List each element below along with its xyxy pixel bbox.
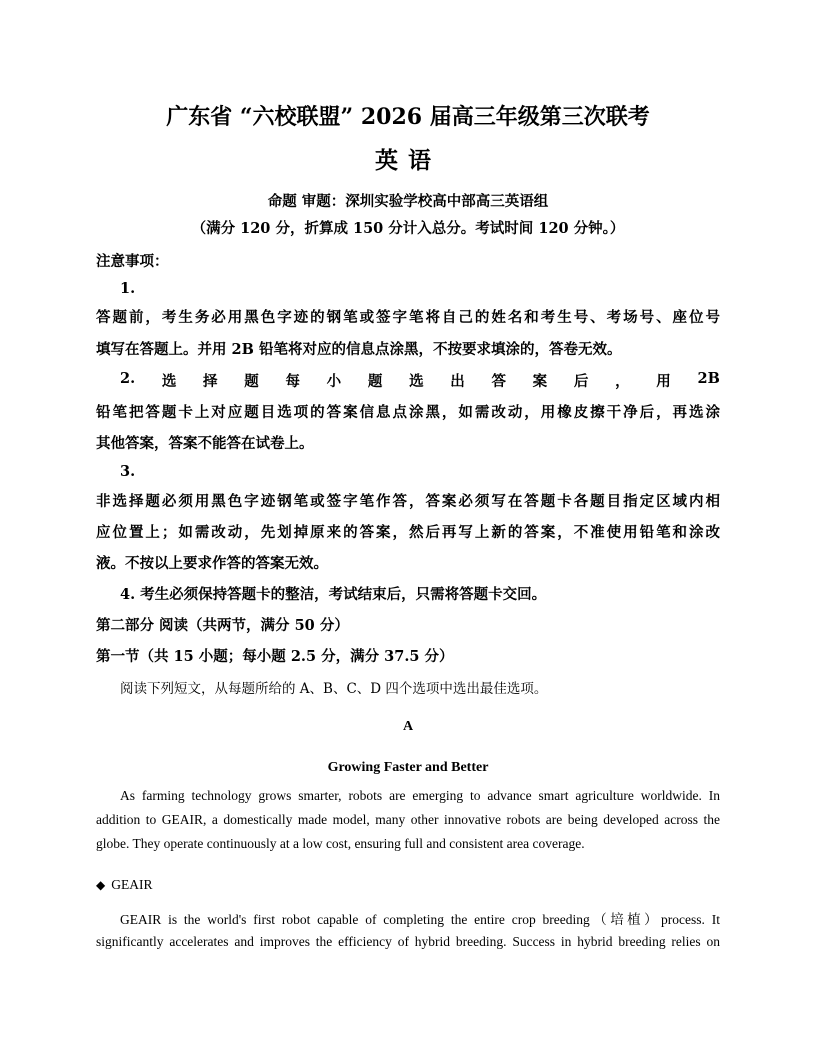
author-line: 命题 审题：深圳实验学校高中部高三英语组 <box>267 193 549 210</box>
notes-heading: 注意事项： <box>96 253 169 270</box>
geair-bullet <box>96 877 152 893</box>
passage-title: Growing Faster and Better <box>327 760 489 775</box>
note-2-line-2: 铅笔把答题卡上对应题目选项的答案信息点涂黑，如需改动，用橡皮擦干净后，再选涂 <box>96 404 720 421</box>
note-3-line-1: 非选择题必须用黑色字迹钢笔或签字笔作答，答案必须写在答题卡各题目指定区域内相 <box>96 493 720 510</box>
diamond-bullet-icon: ◆ <box>96 878 106 892</box>
reading-instruction: 阅读下列短文，从每题所给的 A、B、C、D 四个选项中选出最佳选项。 <box>120 681 548 697</box>
paragraph-1-line-2: addition to GEAIR, a domestically made model, many other innovative robots are being developed across the <box>96 812 720 827</box>
note-2-token: 2. <box>120 370 136 387</box>
part-two-heading: 第二部分 阅读（共两节，满分 50 分） <box>96 617 349 634</box>
note-2-token: 小 <box>326 373 342 390</box>
note-2-token: 题 <box>367 373 383 390</box>
score-line: （满分 120 分，折算成 150 分计入总分。考试时间 120 分钟。） <box>191 220 625 237</box>
note-3-line-2: 应位置上；如需改动，先划掉原来的答案，然后再写上新的答案，不准使用铅笔和涂改 <box>96 524 720 541</box>
subject-title: 英语 <box>375 147 441 174</box>
section-one-heading: 第一节（共 15 小题；每小题 2.5 分，满分 37.5 分） <box>96 648 454 665</box>
note-2-token: 出 <box>450 373 465 390</box>
note-1-line-1: 答题前，考生务必用黑色字迹的钢笔或签字笔将自己的姓名和考生号、考场号、座位号 <box>96 309 720 326</box>
note-3-line-3: 液。不按以上要求作答的答案无效。 <box>96 555 328 572</box>
paragraph-2-line-2: significantly accelerates and improves the efficiency of hybrid breeding. Success in hybrid breeding relies on <box>96 934 720 949</box>
note-1-line-2: 填写在答题上。并用 2B 铅笔将对应的信息点涂黑，不按要求填涂的，答卷无效。 <box>96 341 622 358</box>
note-2-line-1 <box>120 370 720 391</box>
note-2-token: 答 <box>491 373 506 390</box>
paragraph-1-line-1: As farming technology grows smarter, robots are emerging to advance smart agriculture worldwide. In <box>120 788 720 803</box>
note-4: 4. 考生必须保持答题卡的整洁，考试结束后，只需将答题卡交回。 <box>120 586 547 603</box>
note-2-token: 2B <box>697 370 720 387</box>
paragraph-1-line-3: globe. They operate continuously at a low cost, ensuring full and consistent area coverage. <box>96 836 585 851</box>
note-2-token: 后 <box>573 373 589 390</box>
note-2-token: 择 <box>203 373 218 390</box>
note-2-token: 选 <box>409 373 424 390</box>
note-3-number: 3. <box>120 463 136 480</box>
exam-title: 广东省 “六校联盟” 2026 届高三年级第三次联考 <box>166 104 650 130</box>
note-2-token: 用 <box>656 373 671 390</box>
note-2-line-3: 其他答案，答案不能答在试卷上。 <box>96 435 314 452</box>
note-1-number: 1. <box>120 280 136 297</box>
note-2-token: ， <box>615 373 630 390</box>
note-2-token: 案 <box>532 373 548 390</box>
passage-letter: A <box>402 719 414 734</box>
note-2-token: 每 <box>285 373 300 390</box>
note-2-token: 题 <box>244 373 259 390</box>
bullet-label: GEAIR <box>111 877 153 892</box>
note-2-token: 选 <box>161 373 177 390</box>
paragraph-2-line-1: GEAIR is the world's first robot capable of completing the entire crop breeding（培植）process. It <box>120 912 720 927</box>
